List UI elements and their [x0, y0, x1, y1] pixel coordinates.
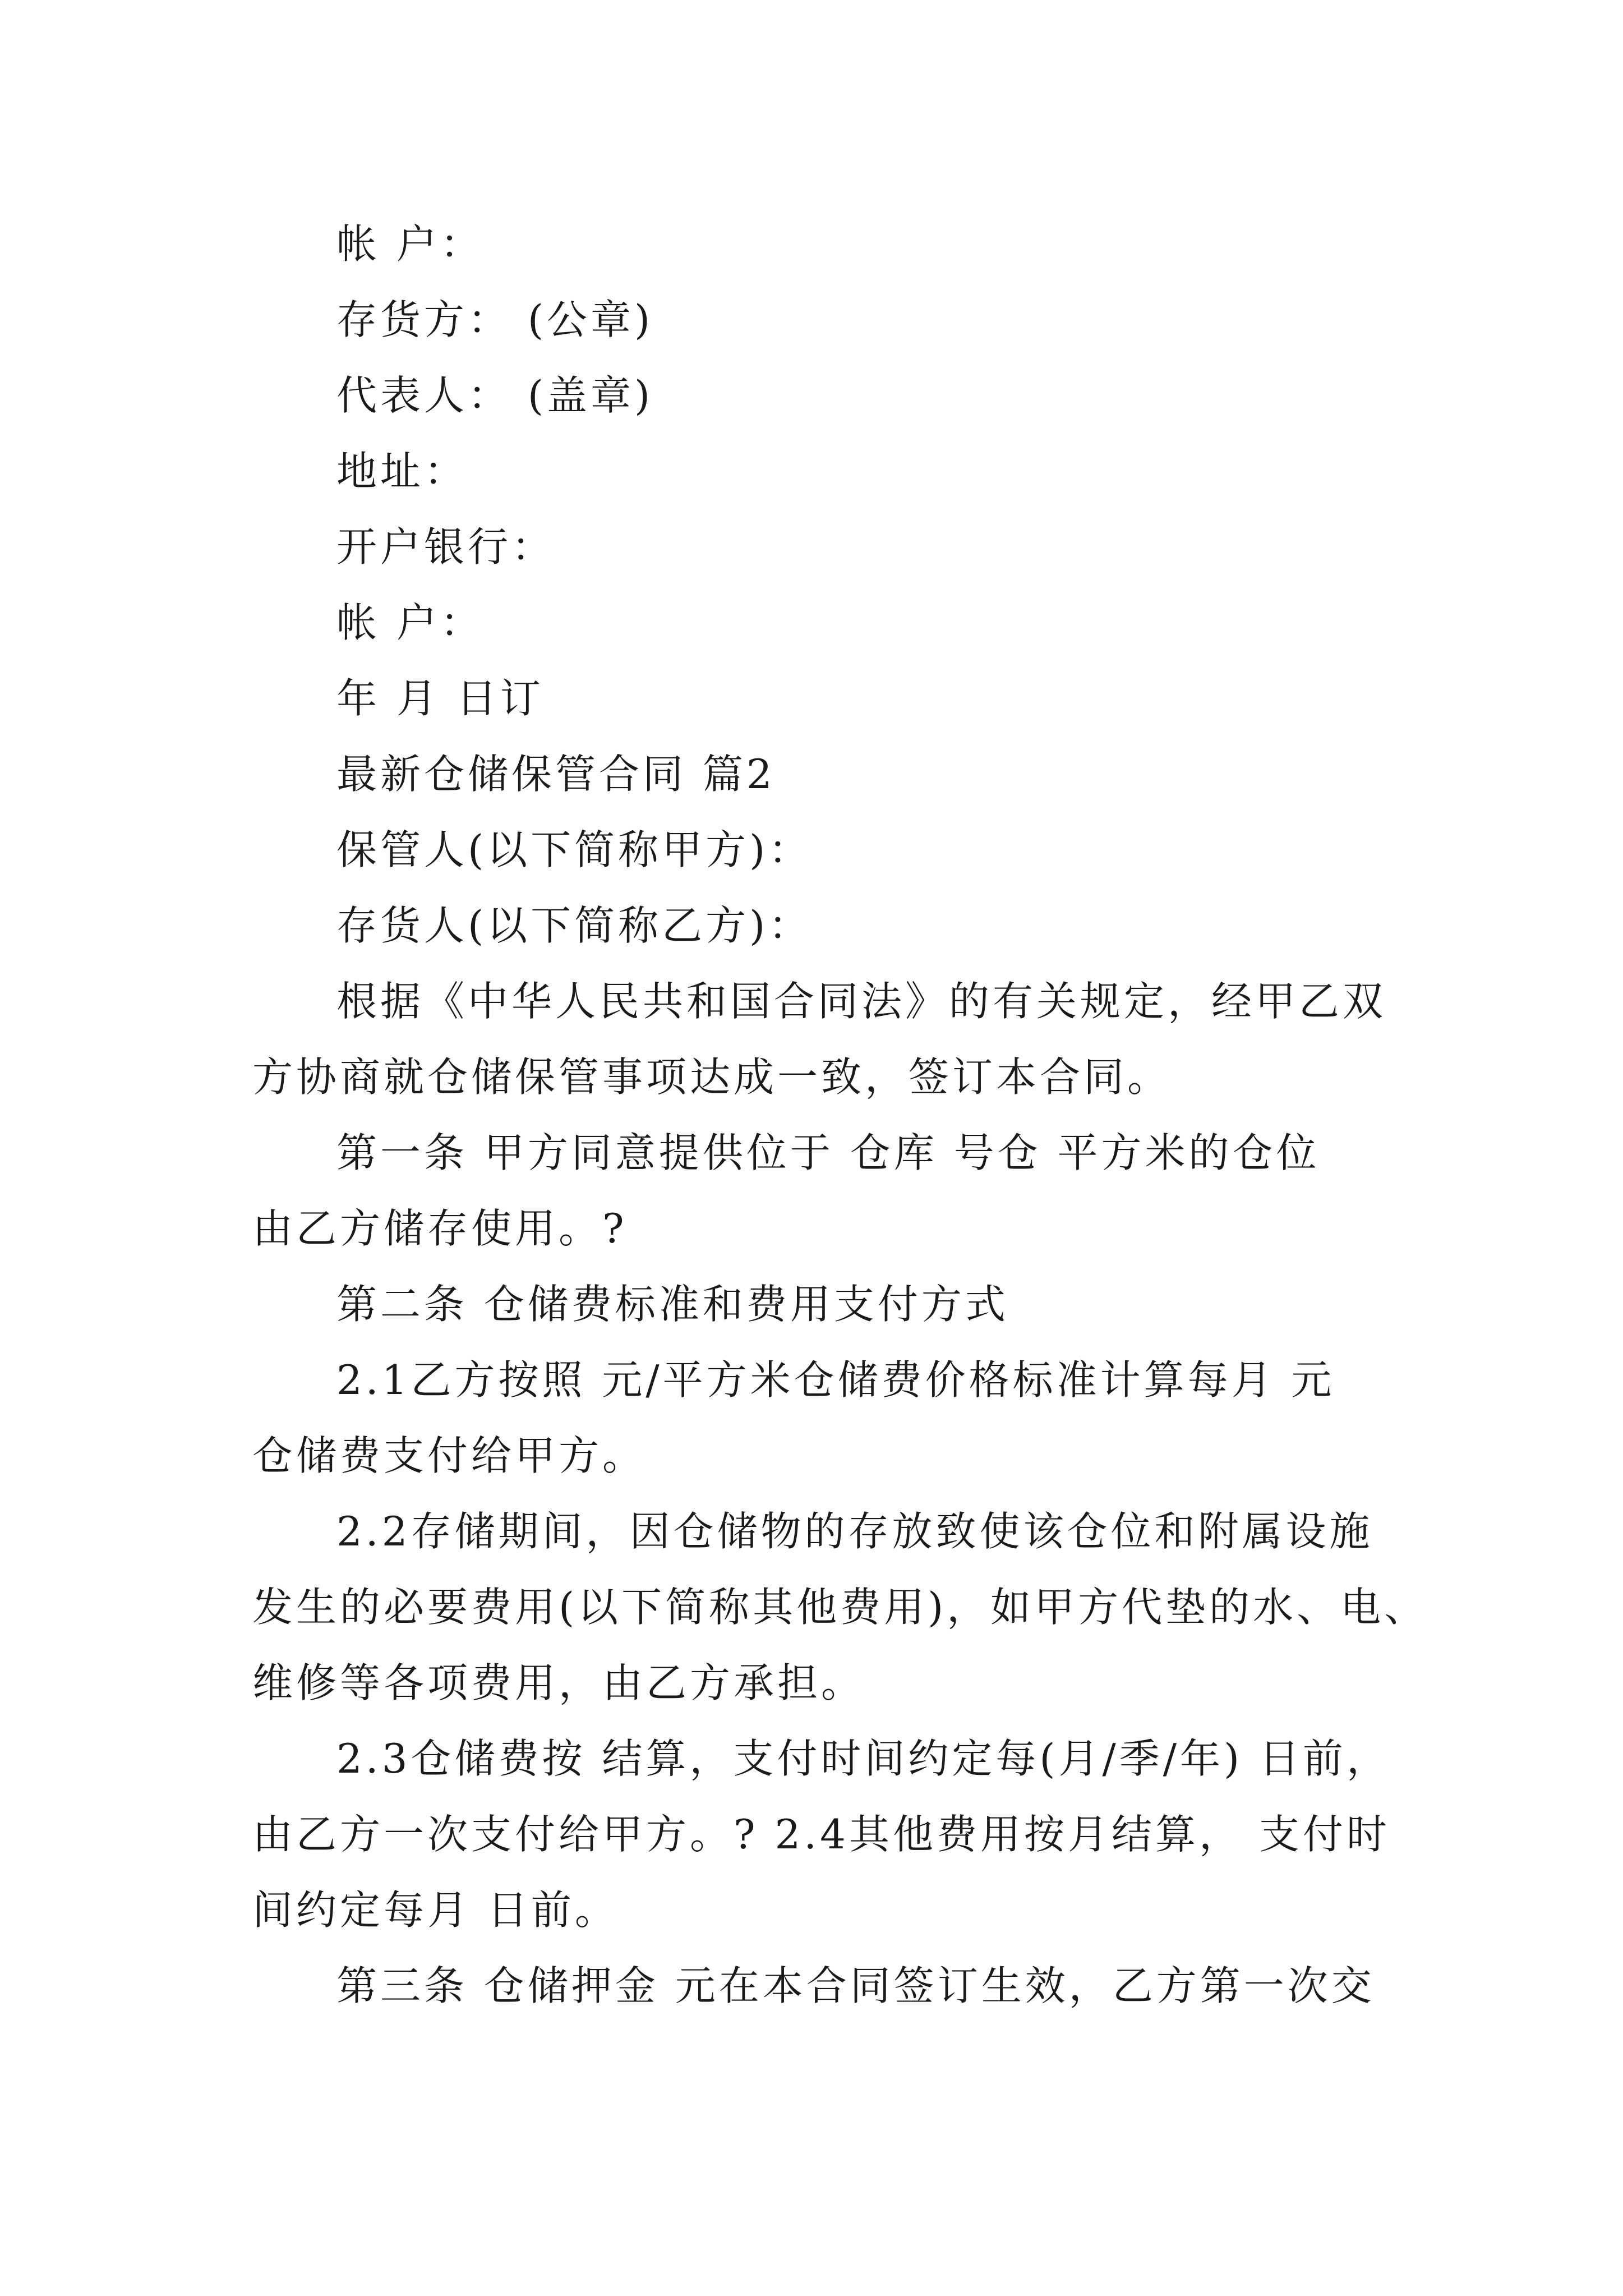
- paragraph-line: 方协商就仓储保管事项达成一致，签订本合同。: [252, 1053, 1172, 1101]
- article-1-line: 由乙方储存使用。?: [252, 1205, 628, 1252]
- paragraph-line: 根据《中华人民共和国合同法》的有关规定，经甲乙双: [336, 978, 1387, 1025]
- clause-2-4-line: 间约定每月 日前。: [252, 1887, 619, 1934]
- article-1-line: 第一条 甲方同意提供位于 仓库 号仓 平方米的仓位: [336, 1129, 1320, 1176]
- address-line: 地址：: [336, 448, 468, 495]
- clause-2-2-line: 2.2存储期间，因仓储物的存放致使该仓位和附属设施: [336, 1508, 1373, 1555]
- depositor-line: 存货人(以下简称乙方)：: [336, 902, 813, 949]
- clause-2-1-line: 2.1乙方按照 元/平方米仓储费价格标准计算每月 元: [336, 1356, 1335, 1404]
- keeper-line: 保管人(以下简称甲方)：: [336, 826, 813, 873]
- account-line-2: 帐 户：: [336, 599, 484, 646]
- bank-line: 开户银行：: [336, 523, 556, 570]
- clause-2-3-line: 2.3仓储费按 结算，支付时间约定每(月/季/年) 日前，: [336, 1735, 1390, 1782]
- clause-2-3-line: 由乙方一次支付给甲方。? 2.4其他费用按月结算， 支付时: [252, 1811, 1390, 1858]
- date-line: 年 月 日订: [336, 675, 544, 722]
- depositor-seal-line: 存货方： (公章): [336, 296, 654, 343]
- section-title: 最新仓储保管合同 篇2: [336, 751, 776, 798]
- clause-2-1-line: 仓储费支付给甲方。: [252, 1432, 647, 1479]
- clause-2-2-line: 维修等各项费用，由乙方承担。: [252, 1659, 865, 1706]
- account-line-1: 帐 户：: [336, 220, 484, 268]
- article-3-line: 第三条 仓储押金 元在本合同签订生效，乙方第一次交: [336, 1962, 1375, 2009]
- clause-2-2-line: 发生的必要费用(以下简称其他费用)，如甲方代垫的水、电、: [252, 1584, 1428, 1631]
- article-2-heading: 第二条 仓储费标准和费用支付方式: [336, 1281, 1009, 1328]
- representative-seal-line: 代表人： (盖章): [336, 372, 654, 419]
